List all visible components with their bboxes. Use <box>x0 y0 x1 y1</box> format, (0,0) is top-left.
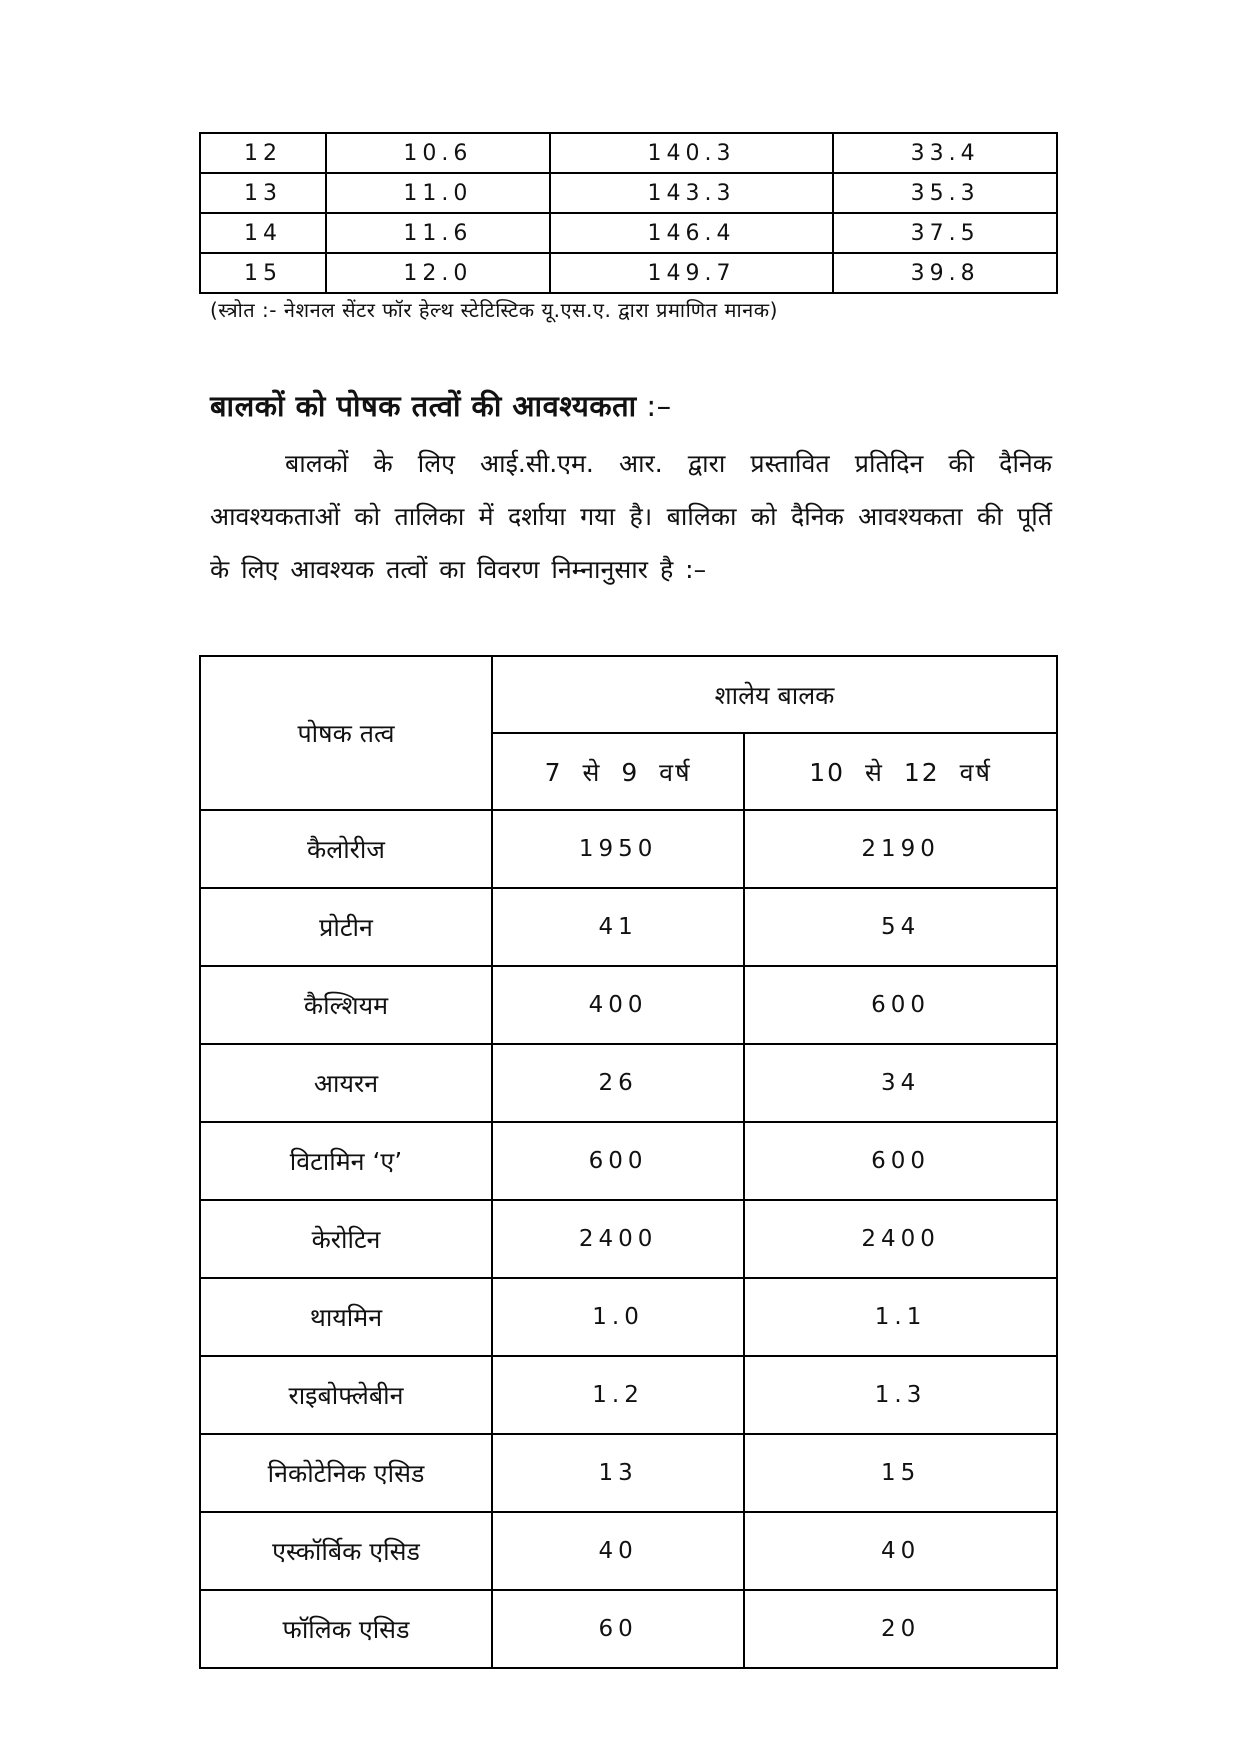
value-7-9-cell: 26 <box>492 1044 744 1122</box>
value-10-12-cell: 2190 <box>744 810 1057 888</box>
table-row <box>200 173 1057 213</box>
table-cell: 12 <box>200 133 326 173</box>
table-row <box>200 1044 1057 1122</box>
table-cell: 13 <box>200 173 326 213</box>
value-10-12-cell: 1.3 <box>744 1356 1057 1434</box>
age-header-10-12: 10 से 12 वर्ष <box>744 733 1057 810</box>
table-row <box>200 1200 1057 1278</box>
value-7-9-cell: 2400 <box>492 1200 744 1278</box>
nutrient-name-cell: केरोटिन <box>200 1200 492 1278</box>
value-10-12-cell: 600 <box>744 1122 1057 1200</box>
nutrient-name-cell: फॉलिक एसिड <box>200 1590 492 1668</box>
nutrient-table <box>199 655 1058 1669</box>
group-header: शालेय बालक <box>492 656 1057 733</box>
table-row <box>200 133 1057 173</box>
table-cell: 12.0 <box>326 253 550 293</box>
value-7-9-cell: 1.2 <box>492 1356 744 1434</box>
table-row <box>200 1590 1057 1668</box>
heading-suffix: :– <box>636 389 672 423</box>
age-header-7-9: 7 से 9 वर्ष <box>492 733 744 810</box>
value-7-9-cell: 13 <box>492 1434 744 1512</box>
nutrient-name-cell: कैल्शियम <box>200 966 492 1044</box>
nutrient-table-body <box>200 810 1057 1668</box>
value-7-9-cell: 600 <box>492 1122 744 1200</box>
nutrient-column-header: पोषक तत्व <box>200 656 492 810</box>
header-row <box>200 656 1057 733</box>
nutrient-name-cell: एस्कॉर्बिक एसिड <box>200 1512 492 1590</box>
table-cell: 149.7 <box>550 253 834 293</box>
table-row <box>200 1278 1057 1356</box>
growth-table <box>199 132 1058 294</box>
value-10-12-cell: 34 <box>744 1044 1057 1122</box>
table-cell: 33.4 <box>833 133 1057 173</box>
section-heading <box>210 386 672 425</box>
table-cell: 35.3 <box>833 173 1057 213</box>
table-row <box>200 1356 1057 1434</box>
table-row <box>200 1512 1057 1590</box>
table-cell: 11.0 <box>326 173 550 213</box>
table-row <box>200 966 1057 1044</box>
table-row <box>200 810 1057 888</box>
value-10-12-cell: 1.1 <box>744 1278 1057 1356</box>
table-row <box>200 1434 1057 1512</box>
value-7-9-cell: 41 <box>492 888 744 966</box>
table-row <box>200 213 1057 253</box>
table-cell: 140.3 <box>550 133 834 173</box>
value-10-12-cell: 600 <box>744 966 1057 1044</box>
table-cell: 11.6 <box>326 213 550 253</box>
nutrient-name-cell: निकोटेनिक एसिड <box>200 1434 492 1512</box>
table-cell: 15 <box>200 253 326 293</box>
value-7-9-cell: 1.0 <box>492 1278 744 1356</box>
table-row <box>200 253 1057 293</box>
value-10-12-cell: 2400 <box>744 1200 1057 1278</box>
nutrient-name-cell: थायमिन <box>200 1278 492 1356</box>
intro-paragraph: बालकों के लिए आई.सी.एम. आर. द्वारा प्रस्तावित प्रतिदिन की दैनिक आवश्यकताओं को तालिका में दर्शाया गया है। बालिका को दैनिक आवश्यकता की पूर्ति के लिए आवश्यक तत्वों का विवरण निम्नानुसार है :– <box>210 449 1052 584</box>
value-10-12-cell: 15 <box>744 1434 1057 1512</box>
nutrient-name-cell: विटामिन ‘ए’ <box>200 1122 492 1200</box>
value-7-9-cell: 400 <box>492 966 744 1044</box>
source-note: (स्त्रोत :- नेशनल सेंटर फॉर हेल्थ स्टेटिस्टिक यू.एस.ए. द्वारा प्रमाणित मानक) <box>210 298 778 322</box>
value-10-12-cell: 40 <box>744 1512 1057 1590</box>
nutrient-name-cell: आयरन <box>200 1044 492 1122</box>
value-10-12-cell: 20 <box>744 1590 1057 1668</box>
nutrient-name-cell: राइबोफ्लेबीन <box>200 1356 492 1434</box>
table-cell: 14 <box>200 213 326 253</box>
table-row <box>200 888 1057 966</box>
value-7-9-cell: 40 <box>492 1512 744 1590</box>
nutrient-name-cell: कैलोरीज <box>200 810 492 888</box>
table-cell: 37.5 <box>833 213 1057 253</box>
value-7-9-cell: 1950 <box>492 810 744 888</box>
table-row <box>200 1122 1057 1200</box>
table-cell: 39.8 <box>833 253 1057 293</box>
nutrient-name-cell: प्रोटीन <box>200 888 492 966</box>
table-cell: 143.3 <box>550 173 834 213</box>
table-cell: 146.4 <box>550 213 834 253</box>
growth-table-body <box>200 133 1057 293</box>
value-7-9-cell: 60 <box>492 1590 744 1668</box>
heading-text: बालकों को पोषक तत्वों की आवश्यकता <box>210 389 637 423</box>
table-cell: 10.6 <box>326 133 550 173</box>
value-10-12-cell: 54 <box>744 888 1057 966</box>
